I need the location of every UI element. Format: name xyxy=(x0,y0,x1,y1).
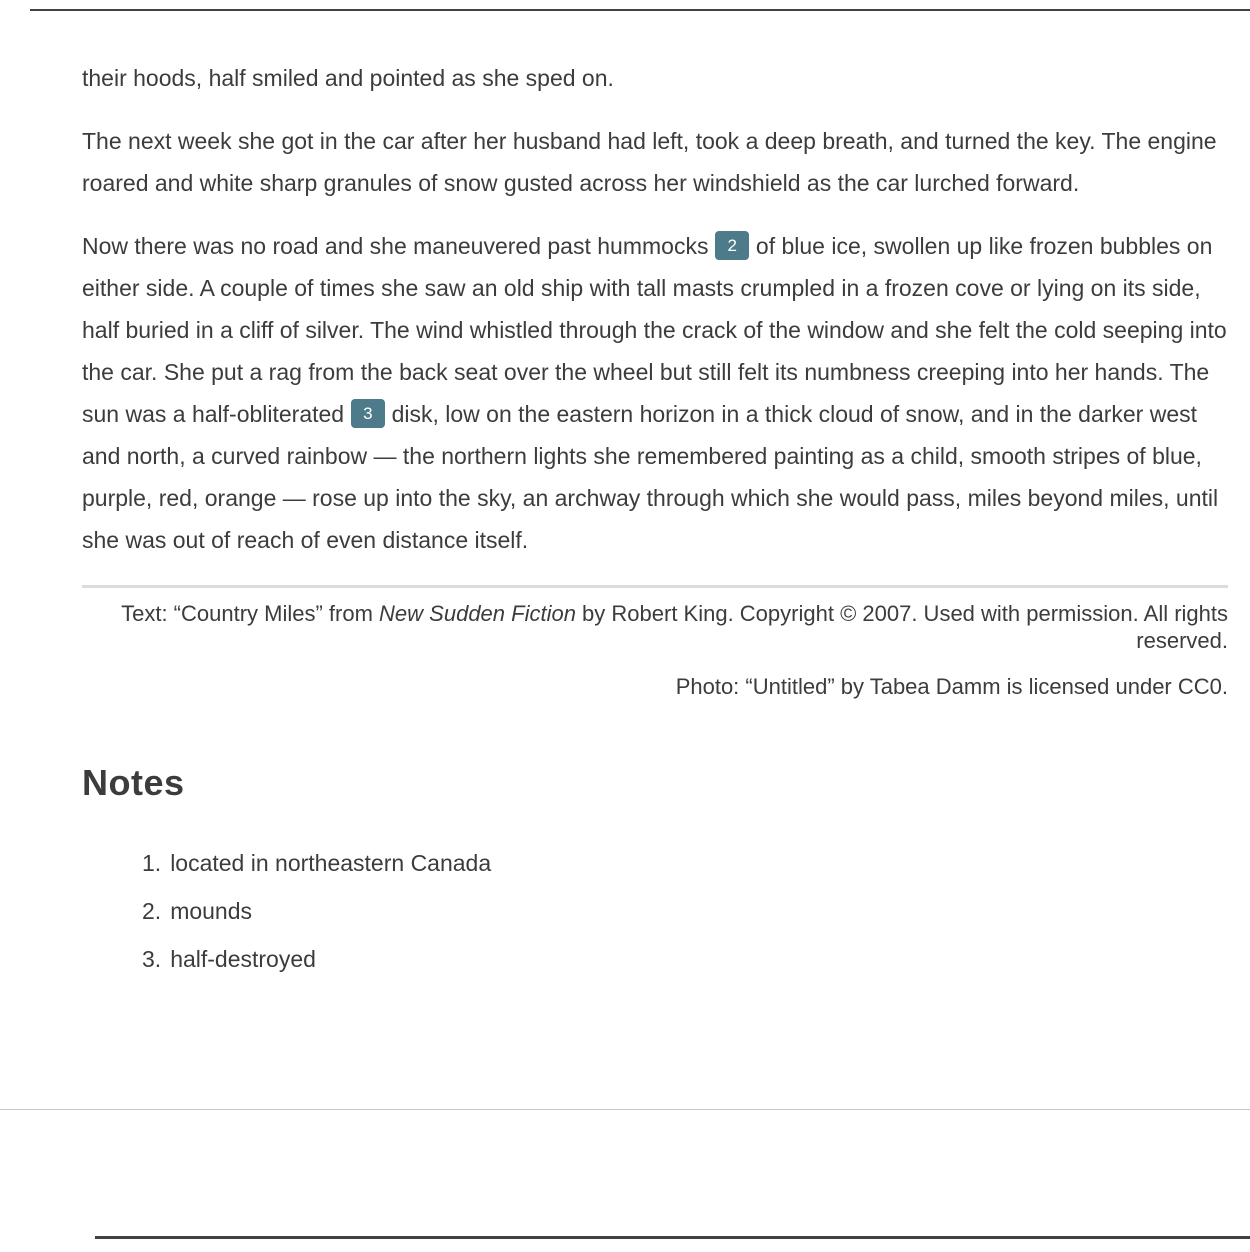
text-credit-prefix: Text: “Country Miles” from xyxy=(121,601,380,626)
passage-paragraph xyxy=(82,225,1228,561)
notes-section xyxy=(82,764,1228,974)
note-item xyxy=(142,848,1228,878)
bottom-divider xyxy=(95,1236,1250,1239)
passage-paragraph xyxy=(82,120,1228,204)
note-item xyxy=(142,944,1228,974)
footnote-ref-3[interactable]: 3 xyxy=(351,399,384,428)
paragraph-text: The next week she got in the car after her husband had left, took a deep breath, and turned the key. The engine roared and white sharp granules of snow gusted across her windshield as the car lurched forward. xyxy=(82,128,1217,196)
photo-credit-text: Photo: “Untitled” by Tabea Damm is licensed under CC0. xyxy=(675,674,1228,699)
note-item xyxy=(142,896,1228,926)
note-text: mounds xyxy=(170,898,253,924)
top-divider xyxy=(30,9,1250,11)
section-divider xyxy=(0,1109,1250,1110)
paragraph-text: Now there was no road and she maneuvered past hummocks xyxy=(82,233,709,259)
attribution-divider xyxy=(82,585,1228,588)
note-text: half-destroyed xyxy=(170,946,316,972)
text-attribution xyxy=(82,600,1228,654)
note-number: 3. xyxy=(142,946,162,972)
notes-title: Notes xyxy=(82,762,185,803)
text-credit-suffix: by Robert King. Copyright © 2007. Used with permission. All rights reserved. xyxy=(575,601,1228,653)
text-credit-title: New Sudden Fiction xyxy=(379,601,576,626)
note-text: located in northeastern Canada xyxy=(170,850,492,876)
photo-attribution xyxy=(82,673,1228,700)
paragraph-text: disk, low on the eastern horizon in a thick cloud of snow, and in the darker west and north, a curved rainbow — the northern lights she remembered painting as a child, smooth stripes of blue, purple, red, orange — rose up into the sky, an archway through which she would pass, miles beyond miles, until she was out of reach of even distance itself. xyxy=(82,401,1219,553)
paragraph-text: their hoods, half smiled and pointed as she sped on. xyxy=(82,65,614,91)
note-number: 2. xyxy=(142,898,162,924)
paragraph-text: of blue ice, swollen up like frozen bubbles on either side. A couple of times she saw an old ship with tall masts crumpled in a frozen cove or lying on its side, half buried in a cliff of silver. The wind whistled through the crack of the window and she felt the cold seeping into the car. She put a rag from the back seat over the wheel but still felt its numbness creeping into her hands. The sun was a half-obliterated xyxy=(82,233,1227,427)
note-number: 1. xyxy=(142,850,162,876)
footnote-ref-2[interactable]: 2 xyxy=(715,231,748,260)
passage-paragraph xyxy=(82,57,1228,99)
notes-list xyxy=(82,848,1228,974)
